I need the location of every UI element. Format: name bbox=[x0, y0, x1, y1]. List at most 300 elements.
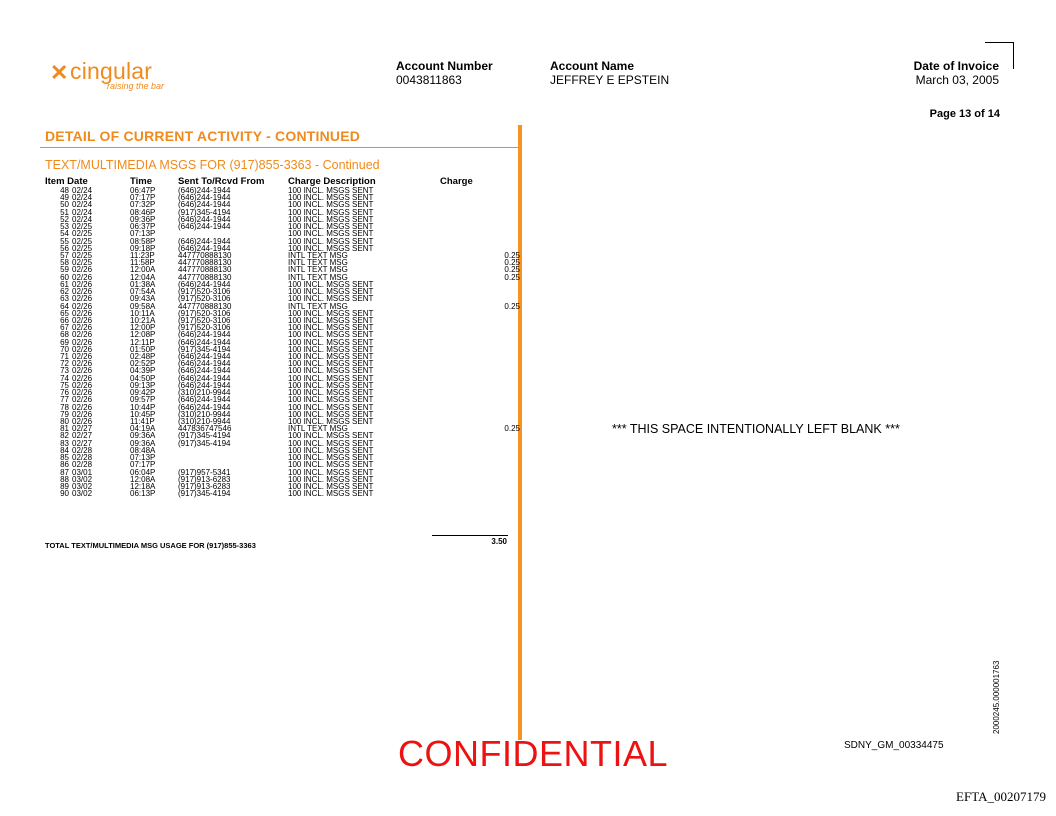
row-time: 04:19A bbox=[130, 424, 156, 434]
row-charge bbox=[440, 483, 520, 490]
row-time: 10:44P bbox=[130, 402, 156, 412]
table-row bbox=[45, 209, 520, 216]
row-charge bbox=[440, 404, 520, 411]
row-charge bbox=[440, 432, 520, 439]
row-item-number: 74 bbox=[60, 373, 69, 383]
row-charge bbox=[440, 223, 520, 230]
row-charge: 0.25 bbox=[504, 272, 520, 282]
row-item-number: 62 bbox=[60, 287, 69, 297]
row-sent-to: (646)244-1944 bbox=[178, 214, 231, 224]
table-row bbox=[45, 324, 520, 331]
row-item-number: 81 bbox=[60, 424, 69, 434]
table-row bbox=[45, 476, 520, 483]
blank-space-notice: *** THIS SPACE INTENTIONALLY LEFT BLANK *** bbox=[612, 422, 900, 436]
table-row bbox=[45, 274, 520, 281]
row-time: 07:54A bbox=[130, 287, 156, 297]
row-time: 07:32P bbox=[130, 200, 156, 210]
row-date: 02/28 bbox=[72, 460, 93, 470]
table-row bbox=[45, 339, 520, 346]
account-number-value: 0043811863 bbox=[396, 73, 462, 87]
row-description: 100 INCL. MSGS SENT bbox=[288, 460, 374, 470]
row-item-number: 84 bbox=[60, 445, 69, 455]
row-item-number: 55 bbox=[60, 236, 69, 246]
row-item-number: 61 bbox=[60, 279, 69, 289]
row-sent-to bbox=[170, 447, 288, 454]
row-description: 100 INCL. MSGS SENT bbox=[288, 395, 374, 405]
bates-number: SDNY_GM_00334475 bbox=[844, 740, 944, 751]
row-charge: 0.25 bbox=[504, 258, 520, 268]
row-time: 12:00P bbox=[130, 323, 156, 333]
row-description: 100 INCL. MSGS SENT bbox=[288, 445, 374, 455]
row-charge bbox=[440, 367, 520, 374]
confidential-stamp: CONFIDENTIAL bbox=[398, 733, 669, 774]
row-time: 01:38A bbox=[130, 279, 156, 289]
row-description: 100 INCL. MSGS SENT bbox=[288, 489, 374, 499]
row-date: 02/26 bbox=[72, 380, 93, 390]
row-item-number: 68 bbox=[60, 330, 69, 340]
row-item-number: 49 bbox=[60, 193, 69, 203]
row-date: 02/27 bbox=[72, 438, 93, 448]
row-time: 04:39P bbox=[130, 366, 156, 376]
table-row bbox=[45, 418, 520, 425]
row-description: 100 INCL. MSGS SENT bbox=[288, 409, 374, 419]
row-time: 10:21A bbox=[130, 315, 156, 325]
row-date: 02/26 bbox=[72, 388, 93, 398]
row-charge bbox=[440, 201, 520, 208]
page-number: Page 13 of 14 bbox=[929, 108, 1000, 120]
row-date: 02/24 bbox=[72, 214, 93, 224]
row-item-number: 72 bbox=[60, 359, 69, 369]
table-row bbox=[45, 411, 520, 418]
row-time: 09:36A bbox=[130, 438, 156, 448]
row-sent-to: (646)244-1944 bbox=[178, 395, 231, 405]
column-sent-to: Sent To/Rcvd From bbox=[178, 176, 265, 187]
row-date: 02/25 bbox=[72, 236, 93, 246]
row-time: 09:43A bbox=[130, 294, 156, 304]
total-value: 3.50 bbox=[491, 537, 507, 546]
row-time: 02:48P bbox=[130, 352, 156, 362]
row-item-number: 54 bbox=[60, 229, 69, 239]
row-date: 02/26 bbox=[72, 308, 93, 318]
table-row bbox=[45, 396, 520, 403]
row-date: 02/27 bbox=[72, 424, 93, 434]
activity-table bbox=[45, 176, 520, 497]
table-row bbox=[45, 187, 520, 194]
row-sent-to: (646)244-1944 bbox=[178, 193, 231, 203]
column-charge: Charge bbox=[440, 176, 473, 187]
table-row bbox=[45, 440, 520, 447]
row-time: 12:08P bbox=[130, 330, 156, 340]
row-description: 100 INCL. MSGS SENT bbox=[288, 200, 374, 210]
row-time: 07:17P bbox=[130, 193, 156, 203]
table-row bbox=[45, 194, 520, 201]
row-description: 100 INCL. MSGS SENT bbox=[288, 467, 374, 477]
row-description: INTL TEXT MSG bbox=[288, 265, 348, 275]
row-time: 09:58A bbox=[130, 301, 156, 311]
row-sent-to: 447770888130 bbox=[178, 265, 232, 275]
row-date: 02/26 bbox=[72, 272, 93, 282]
row-description: 100 INCL. MSGS SENT bbox=[288, 373, 374, 383]
row-description: 100 INCL. MSGS SENT bbox=[288, 337, 374, 347]
table-row bbox=[45, 245, 520, 252]
row-time: 09:36A bbox=[130, 431, 156, 441]
row-date: 02/26 bbox=[72, 402, 93, 412]
row-time: 10:11A bbox=[130, 308, 155, 318]
row-item-number: 66 bbox=[60, 315, 69, 325]
row-sent-to: (917)913-6283 bbox=[178, 481, 231, 491]
row-date: 02/26 bbox=[72, 395, 93, 405]
table-row bbox=[45, 469, 520, 476]
account-name-label: Account Name bbox=[550, 59, 635, 73]
total-rule bbox=[432, 535, 508, 536]
row-time: 11:41P bbox=[130, 417, 155, 426]
row-time: 12:11P bbox=[130, 337, 155, 347]
row-date: 02/25 bbox=[72, 243, 93, 253]
row-charge bbox=[440, 360, 520, 367]
row-date: 02/26 bbox=[72, 315, 93, 325]
invoice-date-label: Date of Invoice bbox=[913, 59, 999, 73]
row-sent-to: (310)210-9944 bbox=[178, 417, 231, 426]
row-item-number: 75 bbox=[60, 380, 69, 390]
column-time: Time bbox=[130, 176, 153, 187]
row-description: 100 INCL. MSGS SENT bbox=[288, 193, 374, 203]
row-description: 100 INCL. MSGS SENT bbox=[288, 315, 374, 325]
row-date: 02/26 bbox=[72, 294, 93, 304]
row-sent-to: (646)244-1944 bbox=[178, 243, 231, 253]
row-item-number: 53 bbox=[60, 222, 69, 232]
row-charge bbox=[440, 209, 520, 216]
row-sent-to: (646)244-1944 bbox=[178, 337, 231, 347]
row-description: 100 INCL. MSGS SENT bbox=[288, 243, 374, 253]
row-sent-to: (646)244-1944 bbox=[178, 373, 231, 383]
row-sent-to: 447770888130 bbox=[178, 258, 232, 268]
row-item-number: 76 bbox=[60, 388, 69, 398]
row-sent-to: 447770888130 bbox=[178, 250, 232, 260]
row-item-number: 60 bbox=[60, 272, 69, 282]
table-row bbox=[45, 238, 520, 245]
row-time: 12:04A bbox=[130, 272, 156, 282]
row-sent-to: (917)345-4194 bbox=[178, 207, 231, 217]
row-sent-to: (646)244-1944 bbox=[178, 352, 231, 362]
row-description: 100 INCL. MSGS SENT bbox=[288, 366, 374, 376]
table-row bbox=[45, 303, 520, 310]
row-item-number: 79 bbox=[60, 409, 69, 419]
row-charge bbox=[440, 447, 520, 454]
row-time: 11:58P bbox=[130, 258, 155, 268]
row-charge bbox=[440, 238, 520, 245]
row-date: 02/26 bbox=[72, 359, 93, 369]
row-date: 02/25 bbox=[72, 229, 93, 239]
row-item-number: 80 bbox=[60, 417, 69, 426]
row-sent-to: (917)345-4194 bbox=[178, 438, 231, 448]
row-time: 12:00A bbox=[130, 265, 156, 275]
row-sent-to: (646)244-1944 bbox=[178, 279, 231, 289]
total-label: TOTAL TEXT/MULTIMEDIA MSG USAGE FOR (917)855-3363 bbox=[45, 541, 256, 550]
row-charge bbox=[440, 187, 520, 194]
row-charge: 0.25 bbox=[504, 265, 520, 275]
row-charge bbox=[440, 396, 520, 403]
row-description: 100 INCL. MSGS SENT bbox=[288, 380, 374, 390]
row-description: 100 INCL. MSGS SENT bbox=[288, 186, 374, 195]
row-description: 100 INCL. MSGS SENT bbox=[288, 402, 374, 412]
row-time: 02:52P bbox=[130, 359, 156, 369]
row-sent-to: (646)244-1944 bbox=[178, 359, 231, 369]
row-sent-to: (917)520-3106 bbox=[178, 308, 231, 318]
row-date: 02/26 bbox=[72, 265, 93, 275]
row-date: 02/26 bbox=[72, 287, 93, 297]
table-row bbox=[45, 259, 520, 266]
row-description: 100 INCL. MSGS SENT bbox=[288, 359, 374, 369]
table-row bbox=[45, 201, 520, 208]
row-description: 100 INCL. MSGS SENT bbox=[288, 323, 374, 333]
row-item-number: 64 bbox=[60, 301, 69, 311]
row-item-number: 67 bbox=[60, 323, 69, 333]
row-sent-to: (917)345-4194 bbox=[178, 431, 231, 441]
row-item-number: 57 bbox=[60, 250, 69, 260]
row-item-number: 69 bbox=[60, 337, 69, 347]
table-row bbox=[45, 317, 520, 324]
cingular-logo bbox=[50, 58, 180, 98]
row-charge: 0.25 bbox=[504, 424, 520, 434]
row-charge bbox=[440, 382, 520, 389]
row-item-number: 87 bbox=[60, 467, 69, 477]
row-charge bbox=[440, 346, 520, 353]
row-sent-to: 447770888130 bbox=[178, 301, 232, 311]
row-date: 03/01 bbox=[72, 467, 93, 477]
table-row bbox=[45, 295, 520, 302]
row-charge bbox=[440, 310, 520, 317]
row-item-number: 50 bbox=[60, 200, 69, 210]
row-description: 100 INCL. MSGS SENT bbox=[288, 222, 374, 232]
table-row bbox=[45, 216, 520, 223]
row-time: 09:36P bbox=[130, 214, 156, 224]
row-sent-to: (917)957-5341 bbox=[178, 467, 231, 477]
table-row bbox=[45, 281, 520, 288]
row-time: 07:17P bbox=[130, 460, 156, 470]
table-row bbox=[45, 454, 520, 461]
row-charge bbox=[440, 461, 520, 468]
row-sent-to: (646)244-1944 bbox=[178, 200, 231, 210]
row-charge bbox=[440, 331, 520, 338]
row-charge: 0.25 bbox=[504, 301, 520, 311]
row-description: 100 INCL. MSGS SENT bbox=[288, 229, 374, 239]
row-item-number: 59 bbox=[60, 265, 69, 275]
row-time: 11:23P bbox=[130, 250, 155, 260]
row-item-number: 65 bbox=[60, 308, 69, 318]
row-item-number: 58 bbox=[60, 258, 69, 268]
row-charge bbox=[440, 411, 520, 418]
row-charge bbox=[440, 469, 520, 476]
row-date: 02/24 bbox=[72, 186, 93, 195]
table-row bbox=[45, 353, 520, 360]
row-description: 100 INCL. MSGS SENT bbox=[288, 431, 374, 441]
row-sent-to bbox=[170, 454, 288, 461]
row-sent-to: (646)244-1944 bbox=[178, 236, 231, 246]
row-description: 100 INCL. MSGS SENT bbox=[288, 330, 374, 340]
table-row bbox=[45, 266, 520, 273]
table-row bbox=[45, 490, 520, 497]
table-row bbox=[45, 425, 520, 432]
row-time: 08:58P bbox=[130, 236, 156, 246]
row-date: 02/26 bbox=[72, 330, 93, 340]
row-charge bbox=[440, 353, 520, 360]
subsection-title: TEXT/MULTIMEDIA MSGS FOR (917)855-3363 - Continued bbox=[45, 158, 380, 172]
row-charge bbox=[440, 389, 520, 396]
row-date: 03/02 bbox=[72, 474, 93, 484]
row-time: 10:45P bbox=[130, 409, 156, 419]
row-date: 02/26 bbox=[72, 279, 93, 289]
row-item-number: 73 bbox=[60, 366, 69, 376]
account-number-block bbox=[396, 59, 493, 87]
row-sent-to: (646)244-1944 bbox=[178, 330, 231, 340]
table-row bbox=[45, 375, 520, 382]
row-sent-to: (646)244-1944 bbox=[178, 380, 231, 390]
row-sent-to: (917)520-3106 bbox=[178, 323, 231, 333]
row-charge bbox=[440, 454, 520, 461]
table-header-row bbox=[45, 176, 520, 187]
row-item-number: 52 bbox=[60, 214, 69, 224]
row-description: 100 INCL. MSGS SENT bbox=[288, 481, 374, 491]
row-time: 07:13P bbox=[130, 229, 156, 239]
row-charge bbox=[440, 288, 520, 295]
table-row bbox=[45, 360, 520, 367]
row-date: 03/02 bbox=[72, 489, 93, 499]
row-sent-to: (917)520-3106 bbox=[178, 315, 231, 325]
row-time: 04:50P bbox=[130, 373, 156, 383]
row-charge bbox=[440, 194, 520, 201]
table-row bbox=[45, 432, 520, 439]
row-date: 02/25 bbox=[72, 258, 93, 268]
row-description: INTL TEXT MSG bbox=[288, 424, 348, 434]
row-sent-to: (646)244-1944 bbox=[178, 402, 231, 412]
table-row bbox=[45, 404, 520, 411]
row-charge bbox=[440, 375, 520, 382]
row-item-number: 86 bbox=[60, 460, 69, 470]
row-sent-to: (310)210-9944 bbox=[178, 388, 231, 398]
row-sent-to: (310)210-9944 bbox=[178, 409, 231, 419]
row-description: 100 INCL. MSGS SENT bbox=[288, 453, 374, 463]
row-sent-to: 447770888130 bbox=[178, 272, 232, 282]
section-divider bbox=[40, 147, 518, 148]
table-row bbox=[45, 483, 520, 490]
row-time: 12:08A bbox=[130, 474, 156, 484]
row-date: 02/28 bbox=[72, 445, 93, 455]
row-description: 100 INCL. MSGS SENT bbox=[288, 438, 374, 448]
row-item-number: 63 bbox=[60, 294, 69, 304]
section-title: DETAIL OF CURRENT ACTIVITY - CONTINUED bbox=[45, 128, 361, 144]
row-description: INTL TEXT MSG bbox=[288, 272, 348, 282]
row-item-number: 70 bbox=[60, 344, 69, 354]
row-description: 100 INCL. MSGS SENT bbox=[288, 214, 374, 224]
row-item-number: 56 bbox=[60, 243, 69, 253]
table-row bbox=[45, 331, 520, 338]
account-number-label: Account Number bbox=[396, 59, 493, 73]
row-date: 02/24 bbox=[72, 207, 93, 217]
row-charge bbox=[440, 216, 520, 223]
row-date: 02/25 bbox=[72, 222, 93, 232]
row-time: 09:42P bbox=[130, 388, 156, 398]
row-sent-to: (646)244-1944 bbox=[178, 222, 231, 232]
corner-mark bbox=[985, 42, 1014, 69]
row-description: INTL TEXT MSG bbox=[288, 250, 348, 260]
x-logo-icon: ✕ bbox=[50, 60, 69, 85]
row-description: 100 INCL. MSGS SENT bbox=[288, 352, 374, 362]
row-description: 100 INCL. MSGS SENT bbox=[288, 236, 374, 246]
table-row bbox=[45, 288, 520, 295]
logo-tagline: raising the bar bbox=[107, 81, 165, 91]
row-date: 02/26 bbox=[72, 417, 93, 426]
row-date: 02/26 bbox=[72, 352, 93, 362]
row-item-number: 48 bbox=[60, 186, 69, 195]
column-item-date: Item Date bbox=[45, 176, 88, 187]
row-date: 02/26 bbox=[72, 323, 93, 333]
row-date: 02/26 bbox=[72, 337, 93, 347]
row-item-number: 77 bbox=[60, 395, 69, 405]
row-sent-to: (917)345-4194 bbox=[178, 489, 231, 499]
row-description: INTL TEXT MSG bbox=[288, 301, 348, 311]
row-time: 09:18P bbox=[130, 243, 156, 253]
row-time: 12:18A bbox=[130, 481, 156, 491]
account-name-value: JEFFREY E EPSTEIN bbox=[550, 73, 670, 87]
row-description: 100 INCL. MSGS SENT bbox=[288, 474, 374, 484]
row-description: 100 INCL. MSGS SENT bbox=[288, 294, 374, 304]
row-charge bbox=[440, 324, 520, 331]
row-sent-to: (917)520-3106 bbox=[178, 294, 231, 304]
row-date: 02/27 bbox=[72, 431, 93, 441]
row-description: 100 INCL. MSGS SENT bbox=[288, 279, 374, 289]
row-sent-to: (917)913-6283 bbox=[178, 474, 231, 484]
row-description: 100 INCL. MSGS SENT bbox=[288, 344, 374, 354]
table-row bbox=[45, 223, 520, 230]
row-time: 06:47P bbox=[130, 186, 156, 195]
row-description: 100 INCL. MSGS SENT bbox=[288, 388, 374, 398]
table-row bbox=[45, 252, 520, 259]
row-item-number: 82 bbox=[60, 431, 69, 441]
column-description: Charge Description bbox=[288, 176, 376, 187]
row-item-number: 90 bbox=[60, 489, 69, 499]
table-row bbox=[45, 230, 520, 237]
row-date: 02/24 bbox=[72, 193, 93, 203]
row-description: 100 INCL. MSGS SENT bbox=[288, 207, 374, 217]
row-date: 03/02 bbox=[72, 481, 93, 491]
invoice-date-value: March 03, 2005 bbox=[915, 73, 999, 87]
row-time: 08:48A bbox=[130, 445, 156, 455]
row-charge bbox=[440, 339, 520, 346]
row-charge bbox=[440, 230, 520, 237]
row-charge bbox=[440, 281, 520, 288]
table-row bbox=[45, 461, 520, 468]
row-charge bbox=[440, 440, 520, 447]
row-description: 100 INCL. MSGS SENT bbox=[288, 308, 374, 318]
row-sent-to: (917)345-4194 bbox=[178, 344, 231, 354]
logo-wordmark: cingular bbox=[70, 58, 153, 84]
row-sent-to: (646)244-1944 bbox=[178, 366, 231, 376]
row-item-number: 71 bbox=[60, 352, 69, 362]
table-row bbox=[45, 447, 520, 454]
row-sent-to: 447836747546 bbox=[178, 424, 232, 434]
table-row bbox=[45, 382, 520, 389]
account-name-block bbox=[550, 59, 669, 87]
row-item-number: 85 bbox=[60, 453, 69, 463]
row-time: 01:50P bbox=[130, 344, 156, 354]
row-description: INTL TEXT MSG bbox=[288, 258, 348, 268]
row-description: 100 INCL. MSGS SENT bbox=[288, 287, 374, 297]
row-item-number: 78 bbox=[60, 402, 69, 412]
table-row bbox=[45, 367, 520, 374]
row-sent-to: (917)520-3106 bbox=[178, 287, 231, 297]
row-time: 09:57P bbox=[130, 395, 156, 405]
row-time: 07:13P bbox=[130, 453, 156, 463]
